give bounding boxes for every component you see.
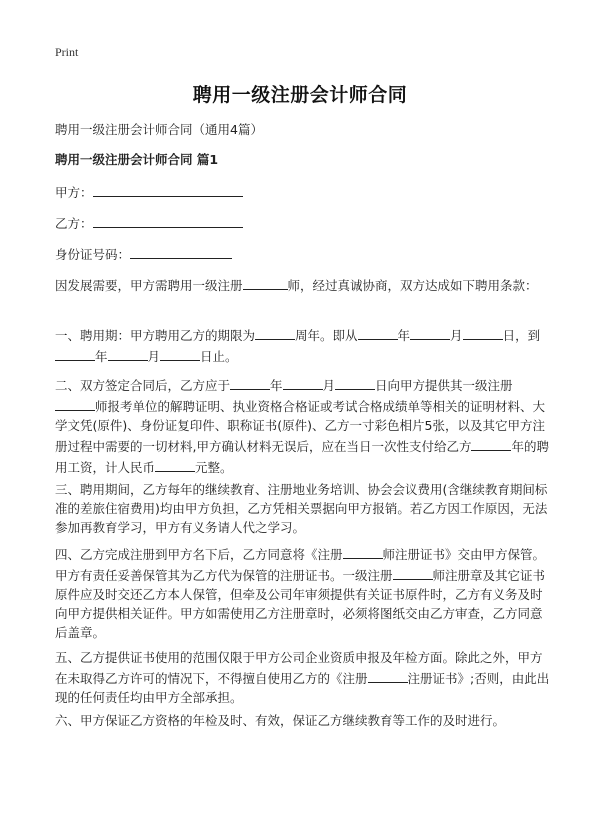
clause-5-text-1: 五、乙方提供证书使用的范围仅限于甲方公司企业资质申报及年检方面。除此之外，甲方在未取得乙方许可的情况下，不得擅自使用乙方的《注册: [55, 650, 543, 686]
document-subtitle: 聘用一级注册会计师合同（通用4篇）: [55, 122, 263, 137]
clause-5: [55, 648, 550, 707]
party-a-label: 甲方：: [55, 185, 93, 200]
blank: [335, 374, 375, 390]
clause-4: [55, 543, 550, 642]
clause-2-text-3: 师报考单位的解聘证明、执业资格合格证或考试合格成绩单等相关的证明材料、大学文凭(原件)、身份证复印件、职称证书(原件)、乙方一寸彩色相片5张，以及其它甲方注册过程中需要的一切材料,甲方确认材料无误后，应在当日一次性支付给乙方: [55, 399, 546, 454]
party-a-line: [55, 181, 550, 202]
intro-text-2: 师，经过真诚协商，双方达成如下聘用条款：: [287, 278, 538, 293]
month-label: 月: [147, 349, 161, 364]
clause-2: [55, 374, 550, 477]
clause-1-text-2: 周年。即从: [295, 328, 358, 343]
clause-4-text-2: 师注册证书》交由甲方保管。甲方有责任妥善保管其为乙方代为保管的注册证书。一级注册: [55, 547, 546, 583]
clause-3: 三、聘用期间，乙方每年的继续教育、注册地业务培训、协会会议费用(含继续教育期间标准的差旅住宿费用)均由甲方负担，乙方凭相关票据向甲方报销。若乙方因工作原因，无法参加再教育学习，甲方有义务请人代之学习。: [55, 482, 548, 535]
clause-2-text-5: 元整。: [195, 460, 233, 475]
print-label[interactable]: Print: [55, 45, 79, 59]
month-label: 月: [450, 328, 463, 343]
blank: [55, 395, 95, 411]
party-b-label: 乙方：: [55, 216, 93, 231]
year-label: 年: [397, 328, 411, 343]
party-a-blank: [93, 181, 243, 197]
intro-paragraph: [55, 274, 550, 295]
party-b-blank: [93, 212, 243, 228]
year-label: 年: [270, 378, 283, 393]
blank: [343, 543, 383, 559]
blank: [108, 345, 148, 361]
blank: [368, 667, 408, 683]
clause-4-text-3: 师注册章及其它证书原件应及时交还乙方本人保管，但牵及公司年审须提供有关证书原件时，乙方有义务及时向甲方提供相关证件。甲方如需使用乙方注册章时，必须将图纸交由乙方审查，乙方同意后盖章。: [55, 568, 546, 640]
day-label: 日: [502, 328, 516, 343]
section-heading: 聘用一级注册会计师合同 篇1: [55, 152, 219, 167]
intro-text-1: 因发展需要，甲方需聘用一级注册: [55, 278, 243, 293]
blank: [230, 374, 270, 390]
document-title: 聘用一级注册会计师合同: [192, 84, 408, 106]
blank: [55, 345, 95, 361]
clause-2-text-1: 二、双方签定合同后，乙方应于: [55, 378, 231, 393]
blank: [160, 345, 200, 361]
clause-2-text-2: 日向甲方提供其一级注册: [375, 378, 513, 393]
blank: [410, 324, 450, 340]
clause-1-to: ，到: [515, 328, 541, 343]
clause-5-text-2: 注册证书》;否则，由此出现的任何责任均由甲方全部承担。: [55, 671, 550, 705]
clause-2-text-4: 年的聘用工资，计人民币: [55, 439, 549, 475]
blank: [255, 324, 295, 340]
clause-1-end: 日止。: [200, 349, 238, 364]
blank: [393, 564, 433, 580]
clause-1: [55, 324, 550, 366]
id-number-label: 身份证号码：: [55, 247, 131, 262]
year-label: 年: [95, 349, 108, 364]
blank: [358, 324, 398, 340]
clause-4-text-1: 四、乙方完成注册到甲方名下后，乙方同意将《注册: [55, 547, 343, 562]
blank: [283, 374, 323, 390]
month-label: 月: [322, 378, 336, 393]
id-number-blank: [130, 243, 232, 259]
blank: [463, 324, 503, 340]
party-b-line: [55, 212, 550, 233]
blank: [243, 274, 288, 290]
clause-6: 六、甲方保证乙方资格的年检及时、有效，保证乙方继续教育等工作的及时进行。: [55, 713, 506, 728]
blank: [155, 456, 195, 472]
blank: [471, 435, 511, 451]
clause-1-text-1: 一、聘用期：甲方聘用乙方的期限为: [55, 328, 256, 343]
id-number-line: [55, 243, 550, 264]
